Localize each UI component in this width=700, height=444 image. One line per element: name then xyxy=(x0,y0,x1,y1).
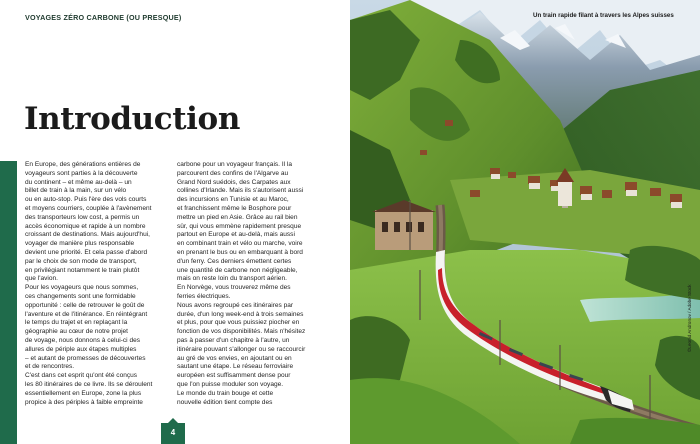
text-line: en privilégiant notamment le train plutôt xyxy=(25,266,140,274)
text-line: mettre un pied en Asie. Grâce au rail bien xyxy=(177,213,298,221)
text-line: C'est dans cet esprit qu'ont été conçus xyxy=(25,372,138,380)
text-line: européen est suffisamment dense pour xyxy=(177,372,291,380)
text-line: d'un ferry. Ces derniers émettent certes xyxy=(177,257,292,265)
text-line: du continent – et même au-delà – un xyxy=(25,178,132,186)
text-line: En Europe, des générations entières de xyxy=(25,161,141,168)
text-line: Grand Nord suédois, des Carpates aux xyxy=(177,178,291,186)
text-line: que l'on puisse moduler son voyage. xyxy=(177,380,284,388)
text-line: le temps du trajet et en replaçant la xyxy=(25,319,128,327)
text-line: et franchissent même le Bosphore pour xyxy=(177,204,292,212)
text-line: ferries électriques. xyxy=(177,292,231,300)
text-line: Nous avons regroupé ces itinéraires par xyxy=(177,301,294,309)
text-line: des transporteurs low cost, a permis un xyxy=(25,213,140,221)
text-line: partout en Europe et au-delà, mais aussi xyxy=(177,231,295,239)
text-line: et de rencontres. xyxy=(25,363,75,371)
text-line: croissant de destinations. Mais aujourd'hui, xyxy=(25,231,150,239)
text-line: billet de train à la main, sur un vélo xyxy=(25,187,127,195)
text-line: fonction de vos disponibilités. Mais n'hésitez xyxy=(177,328,306,336)
text-line: collines d'Irlande. Mais ils s'autorisent aussi xyxy=(177,187,304,195)
text-line: parcourent des confins de l'Algarve au xyxy=(177,169,289,177)
photo-credit: ©Leonid Andronov / Adobe Stock xyxy=(687,284,692,352)
text-line: de voyage, nous donnons à celui-ci des xyxy=(25,336,141,344)
page-number-tab xyxy=(161,423,185,444)
text-line: ou en auto-stop. Puis l'ère des vols courts xyxy=(25,196,147,204)
right-page xyxy=(350,0,700,444)
text-line: au gré de vos envies, en ajoutant ou en xyxy=(177,354,292,362)
text-line: mais on reste loin du transport aérien. xyxy=(177,275,287,283)
text-line: en combinant train et vélo ou marche, voire xyxy=(177,240,303,248)
text-line: pas à passer d'un chapitre à l'autre, un xyxy=(177,336,290,344)
text-line: essentiellement en Europe, zone la plus xyxy=(25,389,142,397)
text-line: voyageurs sont parties à la découverte xyxy=(25,169,138,177)
text-line: durée, d'un long week-end à trois semaines xyxy=(177,310,304,318)
photo-caption: Un train rapide filant à travers les Alpes suisses xyxy=(533,12,674,19)
text-line: en prenant le bus ou en embarquant à bord xyxy=(177,248,303,256)
text-line: ces changements sont une formidable xyxy=(25,292,136,300)
text-column-2 xyxy=(177,161,323,407)
text-line: – et autant de promesses de découvertes xyxy=(25,354,146,362)
text-line: et moyens courriers, couplée à l'avènement xyxy=(25,204,152,212)
text-line: allures de périple aux étapes multiples xyxy=(25,345,137,353)
text-line: devient une priorité. Et cela passe d'abord xyxy=(25,248,148,256)
text-line: que l'avion. xyxy=(25,275,58,283)
text-line: propice à des périples à faible empreinte xyxy=(25,398,143,406)
text-line: En Norvège, vous trouverez même des xyxy=(177,284,291,292)
text-line: opportunité : celle de retrouver le goût de xyxy=(25,301,145,309)
text-line: accès économique et rapide à un nombre xyxy=(25,222,146,230)
text-line: carbone pour un voyageur français. Il la xyxy=(177,161,293,168)
text-line: nouvelle édition tient compte des xyxy=(177,398,273,406)
text-line: sautant une étape. Le réseau ferroviaire xyxy=(177,363,294,371)
accent-bar xyxy=(0,161,17,444)
text-line: géographie au cœur de notre projet xyxy=(25,328,128,336)
text-line: Le monde du train bouge et cette xyxy=(177,389,274,397)
text-line: voyager de manière plus responsable xyxy=(25,240,135,248)
text-line: itinéraire pouvant s'allonger ou se raccourcir xyxy=(177,345,306,353)
text-line: l'aventure et de l'itinérance. En réintégrant xyxy=(25,310,148,318)
page-number: 4 xyxy=(170,428,176,437)
text-line: une quantité de carbone non négligeable, xyxy=(177,266,298,274)
text-line: sûr, qui vous emmène rapidement presque xyxy=(177,222,302,230)
text-column-1 xyxy=(25,161,171,407)
text-line: Pour les voyageurs que nous sommes, xyxy=(25,284,139,292)
chapter-title: Introduction xyxy=(24,101,240,137)
text-line: et plus, pour que vous puissiez piocher en xyxy=(177,319,300,327)
text-line: par le choix de son mode de transport, xyxy=(25,257,137,265)
text-line: des incursions en Tunisie et au Maroc, xyxy=(177,196,289,204)
text-line: les 80 itinéraires de ce livre. Ils se déroulent xyxy=(25,380,153,388)
alpine-train-photo xyxy=(350,0,700,444)
running-head: VOYAGES ZÉRO CARBONE (OU PRESQUE) xyxy=(25,13,182,22)
